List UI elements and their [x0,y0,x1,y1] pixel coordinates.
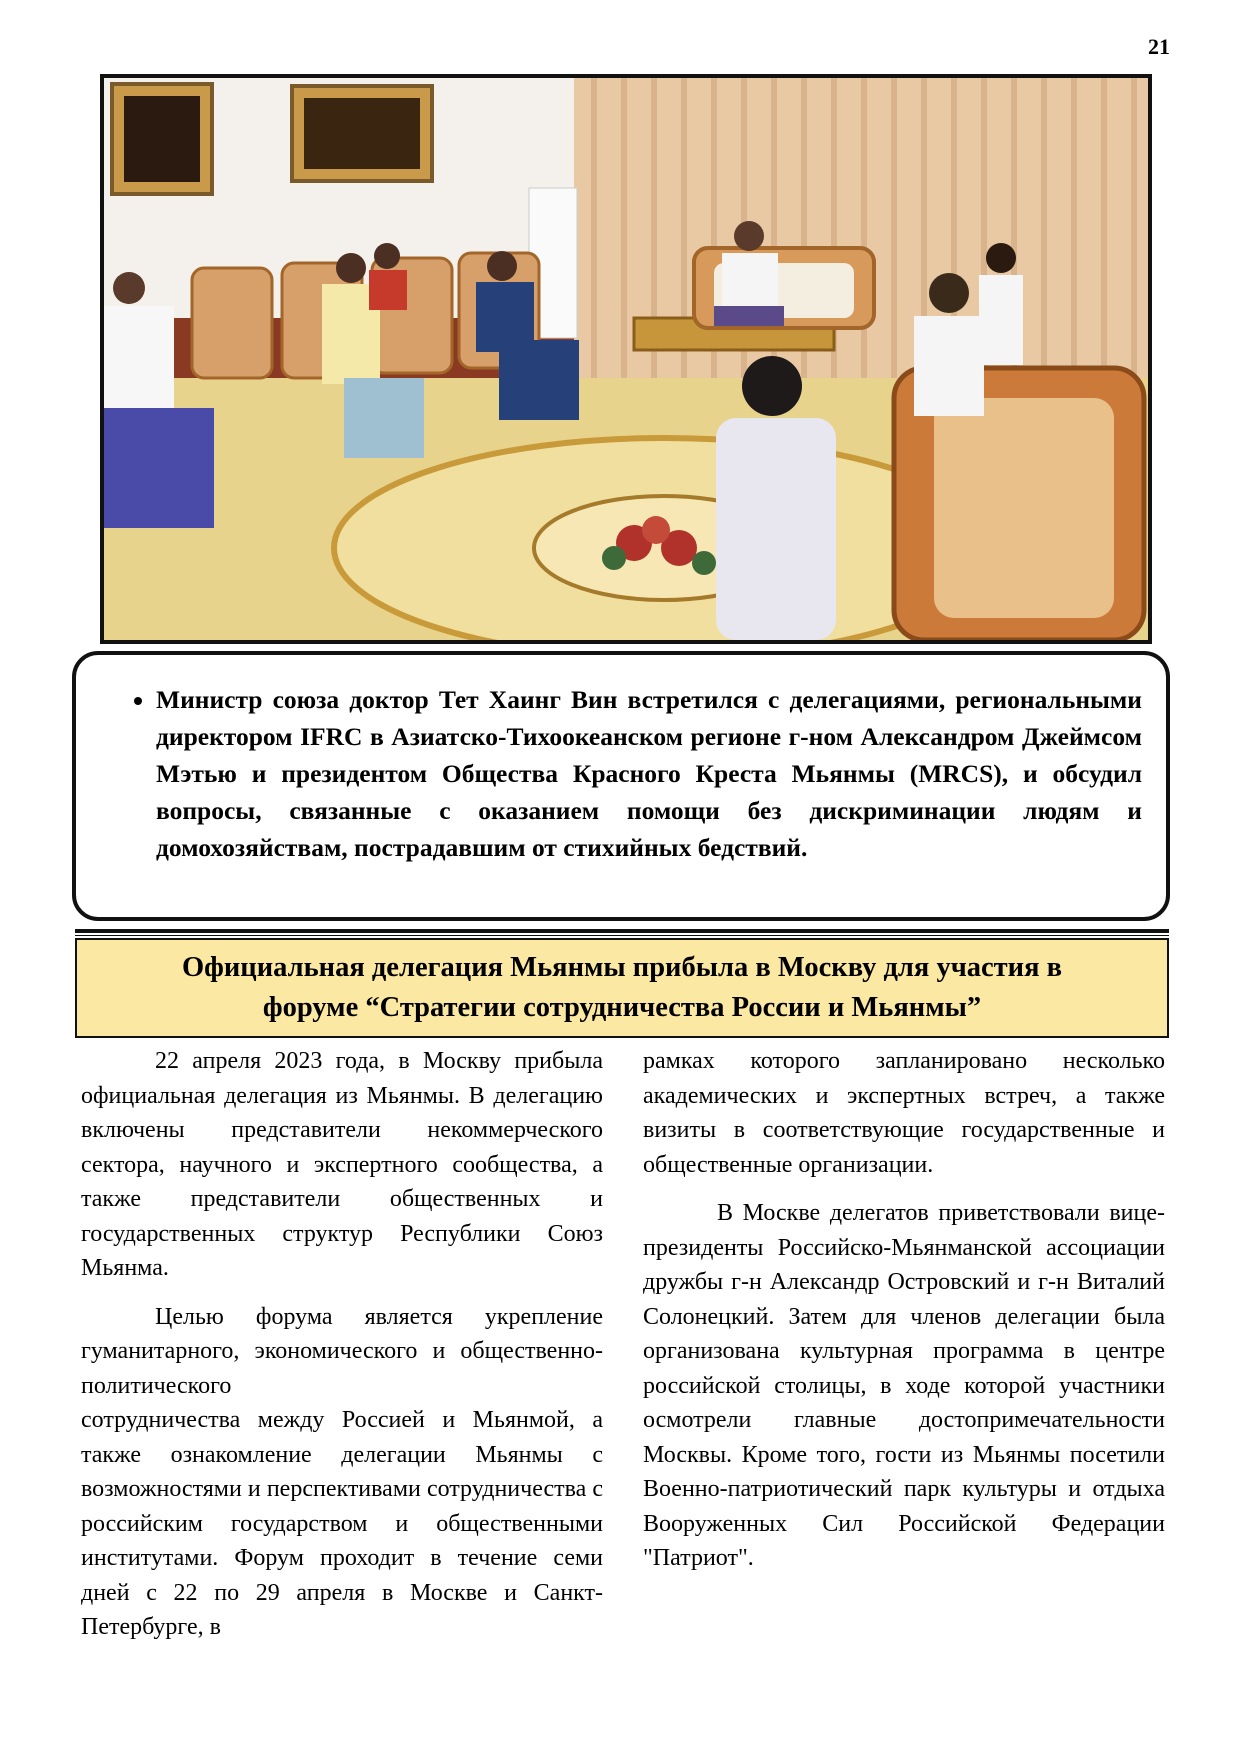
caption-text: • Министр союза доктор Тет Хаинг Вин встретился с делегациями, региональными директором IFRC в Азиатско-Тихоокеанском регионе г-ном Александром Джеймсом Мэтью и президентом Общества Красного Креста Мьянмы (MRCS), и обсудил вопросы, связанные с оказанием помощи без дискриминации людям и домохозяйствам, пострадавшим от стихийных бедствий. [156,681,1142,866]
article-headline [75,938,1169,1038]
paragraph-left-2b: сотрудничества между Россией и Мьянмой, а также ознакомление делегации Мьянмы с возможностями и перспективами сотрудничества с российским государством и общественными институтами. Форум проходит в течение семи дней с 22 по 29 апреля в Москве и Санкт-Петербурге, в [81,1407,603,1640]
headline-line-2: форуме “Стратегии сотрудничества России и Мьянмы” [262,992,982,1023]
paragraph-right-2: В Москве делегатов приветствовали вице-президенты Российско-Мьянманской ассоциации дружбы г-н Александр Островский и г-н Виталий Солонецкий. Затем для членов делегации была организована культурная программа в центре российской столицы, в ходе которой участники осмотрели главные достопримечательности Москвы. Кроме того, гости из Мьянмы посетили Военно-патриотический парк культуры и отдыха Вооруженных Сил Российской Федерации "Патриот". [643,1200,1165,1571]
paragraph-left-2a: Целью форума является укрепление гуманитарного, экономического и общественно-политического [81,1303,603,1399]
meeting-photo [100,74,1152,644]
page-number: 21 [1148,34,1170,59]
headline-line-1: Официальная делегация Мьянмы прибыла в Москву для участия в [181,952,1063,983]
article-column-left [81,1044,603,1645]
paragraph-right-1: рамках которого запланировано несколько академических и экспертных встреч, а также визиты в соответствующие государственные и общественные организации. [643,1048,1165,1178]
paragraph-left-1: 22 апреля 2023 года, в Москву прибыла официальная делегация из Мьянмы. В делегацию включены представители некоммерческого сектора, научного и экспертного сообщества, а также представители общественных и государственных структур Республики Союз Мьянма. [81,1048,603,1281]
article-column-right [643,1044,1165,1576]
section-divider-thin [75,935,1169,936]
photo-caption-box [72,651,1170,921]
section-divider [75,929,1169,933]
caption-list [126,681,1142,866]
meeting-photo-illustration [104,78,1148,640]
